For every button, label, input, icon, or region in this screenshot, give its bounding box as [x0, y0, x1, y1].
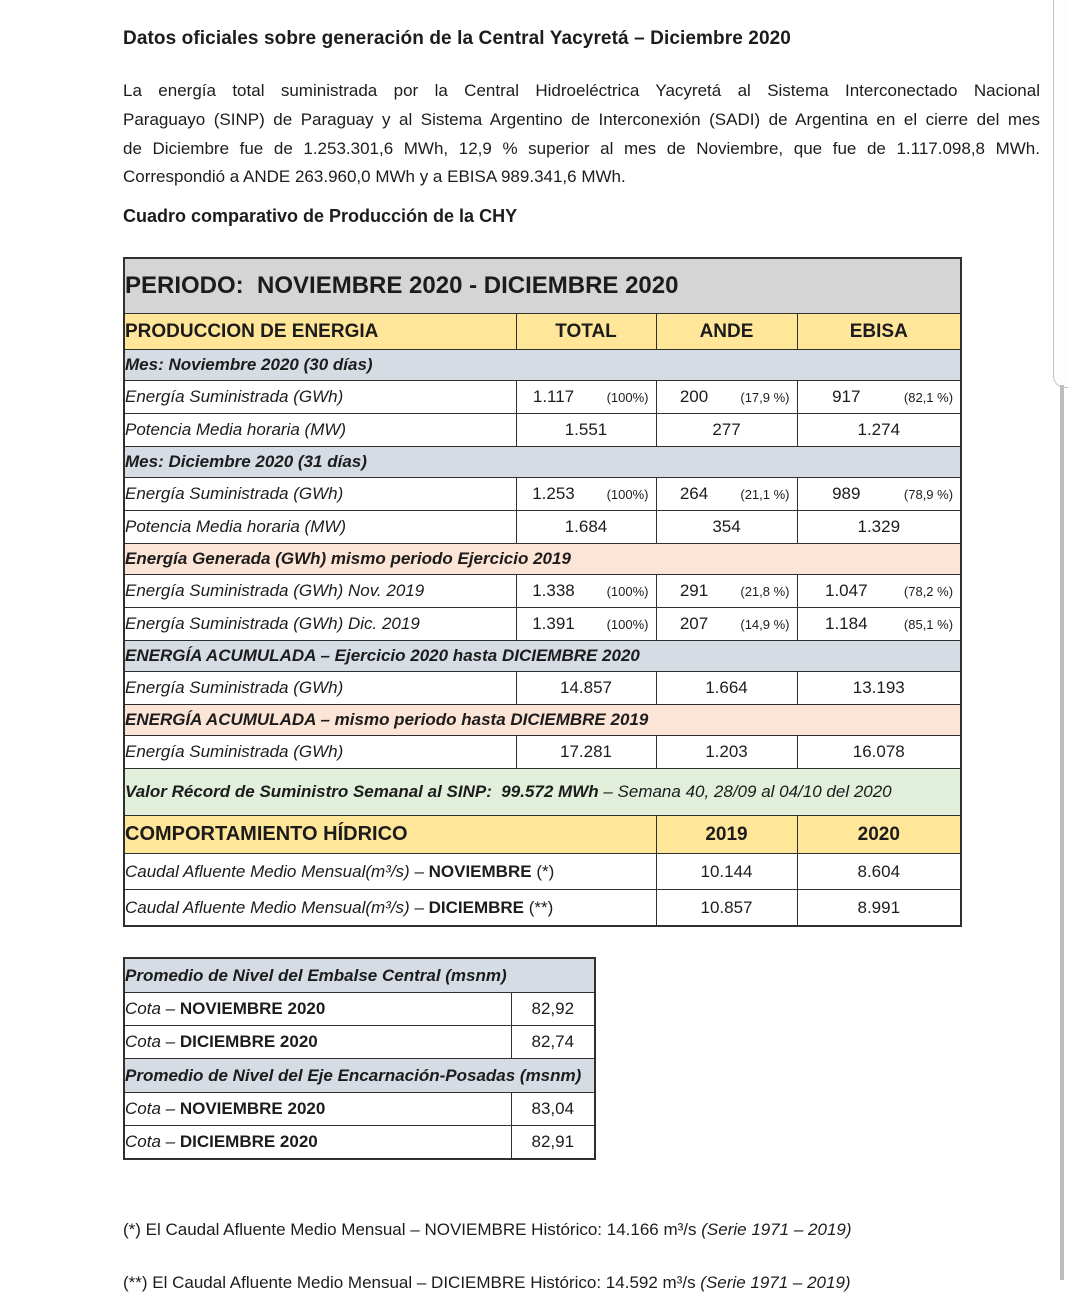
table-row	[124, 769, 961, 816]
column-header-ande: ANDE	[656, 314, 797, 350]
ebisa-cell	[797, 575, 961, 608]
cota-value: 82,92	[511, 993, 595, 1026]
row-label: Energía Suministrada (GWh)	[124, 478, 516, 511]
cota-value: 82,91	[511, 1126, 595, 1160]
intro-line-4: Correspondió a ANDE 263.960,0 MWh y a EBISA 989.341,6 MWh.	[123, 167, 626, 187]
ande-value: 200	[679, 387, 709, 407]
total-value: 1.551	[516, 414, 656, 447]
intro-paragraph	[123, 77, 1040, 192]
total-value: 14.857	[516, 672, 656, 705]
ande-pct: (21,1 %)	[740, 487, 790, 503]
ebisa-cell	[797, 608, 961, 641]
ande-value: 1.664	[656, 672, 797, 705]
row-label: Energía Suministrada (GWh) Nov. 2019	[124, 575, 516, 608]
cota-value: 82,74	[511, 1026, 595, 1059]
total-pct: (100%)	[606, 584, 649, 600]
ebisa-value: 16.078	[797, 736, 961, 769]
ebisa-value: 13.193	[797, 672, 961, 705]
table-row	[124, 705, 961, 736]
section-row-acumulada-2020: ENERGÍA ACUMULADA – Ejercicio 2020 hasta DICIEMBRE 2020	[124, 641, 961, 672]
table-row	[124, 381, 961, 414]
ebisa-value: 917	[832, 387, 861, 407]
record-value: Valor Récord de Suministro Semanal al SINP: 99.572 MWh	[125, 782, 599, 802]
ebisa-cell	[797, 478, 961, 511]
table-row	[124, 314, 961, 350]
ebisa-value: 1.184	[825, 614, 868, 634]
ande-cell	[656, 575, 797, 608]
total-cell	[516, 478, 656, 511]
column-header-ebisa: EBISA	[797, 314, 961, 350]
row-label: Potencia Media horaria (MW)	[124, 414, 516, 447]
total-value: 1.253	[532, 484, 575, 504]
total-cell	[516, 575, 656, 608]
ebisa-value: 1.329	[797, 511, 961, 544]
table-row	[124, 816, 961, 854]
value-2019: 10.857	[656, 890, 797, 927]
row-label: Caudal Afluente Medio Mensual(m³/s) – NOVIEMBRE (*)	[124, 854, 656, 890]
total-value: 1.338	[532, 581, 575, 601]
table-row	[124, 1026, 595, 1059]
table-row	[124, 447, 961, 478]
total-cell	[516, 381, 656, 414]
table-row	[124, 736, 961, 769]
table-row	[124, 890, 961, 927]
row-label: Potencia Media horaria (MW)	[124, 511, 516, 544]
total-value: 1.391	[532, 614, 575, 634]
table-row	[124, 575, 961, 608]
total-pct: (100%)	[606, 617, 649, 633]
row-label: Cota – NOVIEMBRE 2020	[124, 1093, 511, 1126]
total-value: 17.281	[516, 736, 656, 769]
table-row	[124, 958, 595, 993]
ande-cell	[656, 608, 797, 641]
ande-pct: (14,9 %)	[740, 617, 790, 633]
ebisa-value: 989	[832, 484, 861, 504]
total-pct: (100%)	[606, 487, 649, 503]
column-header-produccion: PRODUCCION DE ENERGIA	[124, 314, 516, 350]
intro-line-1: La energía total suministrada por la Central Hidroeléctrica Yacyretá al Sistema Interconectado Nacional	[123, 81, 1040, 100]
total-pct: (100%)	[606, 390, 649, 406]
value-2020: 8.604	[797, 854, 961, 890]
section-subtitle: Cuadro comparativo de Producción de la CHY	[123, 206, 518, 227]
ande-value: 1.203	[656, 736, 797, 769]
reservoir-level-table	[123, 957, 596, 1160]
cota-value: 83,04	[511, 1093, 595, 1126]
table-row	[124, 1059, 595, 1093]
total-value: 1.117	[532, 387, 575, 407]
table-row	[124, 1126, 595, 1160]
production-table	[123, 257, 962, 927]
record-detail: – Semana 40, 28/09 al 04/10 del 2020	[598, 782, 892, 802]
ande-cell	[656, 478, 797, 511]
table-row	[124, 854, 961, 890]
ande-cell	[656, 381, 797, 414]
ande-value: 207	[679, 614, 709, 634]
table-row	[124, 641, 961, 672]
column-header-2019: 2019	[656, 816, 797, 854]
ande-value: 354	[656, 511, 797, 544]
table-row	[124, 414, 961, 447]
intro-line-3: de Diciembre fue de 1.253.301,6 MWh, 12,9 % superior al mes de Noviembre, que fue de 1.117.098,8 MWh.	[123, 138, 1040, 158]
footnote-noviembre: (*) El Caudal Afluente Medio Mensual – NOVIEMBRE Histórico: 14.166 m³/s (Serie 1971 – 2019)	[123, 1220, 852, 1240]
total-cell	[516, 608, 656, 641]
column-header-total: TOTAL	[516, 314, 656, 350]
ebisa-value: 1.274	[797, 414, 961, 447]
table-row	[124, 672, 961, 705]
period-header: PERIODO: NOVIEMBRE 2020 - DICIEMBRE 2020	[124, 258, 961, 314]
record-row	[124, 769, 961, 816]
table-row	[124, 1093, 595, 1126]
level-header-eje-encarnacion: Promedio de Nivel del Eje Encarnación-Posadas (msnm)	[124, 1059, 595, 1093]
table-row	[124, 258, 961, 314]
table-row	[124, 511, 961, 544]
table-row	[124, 350, 961, 381]
row-label: Cota – DICIEMBRE 2020	[124, 1026, 511, 1059]
section-row-acumulada-2019: ENERGÍA ACUMULADA – mismo periodo hasta DICIEMBRE 2019	[124, 705, 961, 736]
footnotes	[123, 1218, 1068, 1295]
ebisa-pct: (78,2 %)	[903, 584, 954, 600]
ande-value: 264	[679, 484, 709, 504]
column-header-2020: 2020	[797, 816, 961, 854]
value-2020: 8.991	[797, 890, 961, 927]
footnote-diciembre: (**) El Caudal Afluente Medio Mensual – DICIEMBRE Histórico: 14.592 m³/s (Serie 1971 – 2019)	[123, 1273, 851, 1293]
table-row	[124, 993, 595, 1026]
table-row	[124, 544, 961, 575]
ebisa-pct: (82,1 %)	[903, 390, 954, 406]
ebisa-cell	[797, 381, 961, 414]
ebisa-pct: (85,1 %)	[903, 617, 954, 633]
total-value: 1.684	[516, 511, 656, 544]
ande-value: 277	[656, 414, 797, 447]
ande-pct: (17,9 %)	[740, 390, 790, 406]
row-label: Caudal Afluente Medio Mensual(m³/s) – DICIEMBRE (**)	[124, 890, 656, 927]
ebisa-pct: (78,9 %)	[903, 487, 954, 503]
section-row-diciembre-2020: Mes: Diciembre 2020 (31 días)	[124, 447, 961, 478]
ande-pct: (21,8 %)	[740, 584, 790, 600]
document-title: Datos oficiales sobre generación de la Central Yacyretá – Diciembre 2020	[123, 28, 791, 49]
row-label: Energía Suministrada (GWh)	[124, 736, 516, 769]
ebisa-value: 1.047	[825, 581, 868, 601]
level-header-embalse-central: Promedio de Nivel del Embalse Central (msnm)	[124, 958, 595, 993]
hydro-header: COMPORTAMIENTO HÍDRICO	[124, 816, 656, 854]
table-row	[124, 608, 961, 641]
scrollbar-thumb[interactable]	[1053, 0, 1068, 388]
intro-line-2: Paraguayo (SINP) de Paraguay y al Sistema Argentino de Interconexión (SADI) de Argentina en el cierre del mes	[123, 109, 1040, 129]
table-row	[124, 478, 961, 511]
value-2019: 10.144	[656, 854, 797, 890]
scrollbar-track[interactable]	[1060, 385, 1064, 1280]
ande-value: 291	[679, 581, 709, 601]
section-row-generada-2019: Energía Generada (GWh) mismo periodo Ejercicio 2019	[124, 544, 961, 575]
row-label: Energía Suministrada (GWh) Dic. 2019	[124, 608, 516, 641]
section-row-noviembre-2020: Mes: Noviembre 2020 (30 días)	[124, 350, 961, 381]
row-label: Energía Suministrada (GWh)	[124, 672, 516, 705]
row-label: Cota – DICIEMBRE 2020	[124, 1126, 511, 1160]
row-label: Energía Suministrada (GWh)	[124, 381, 516, 414]
row-label: Cota – NOVIEMBRE 2020	[124, 993, 511, 1026]
